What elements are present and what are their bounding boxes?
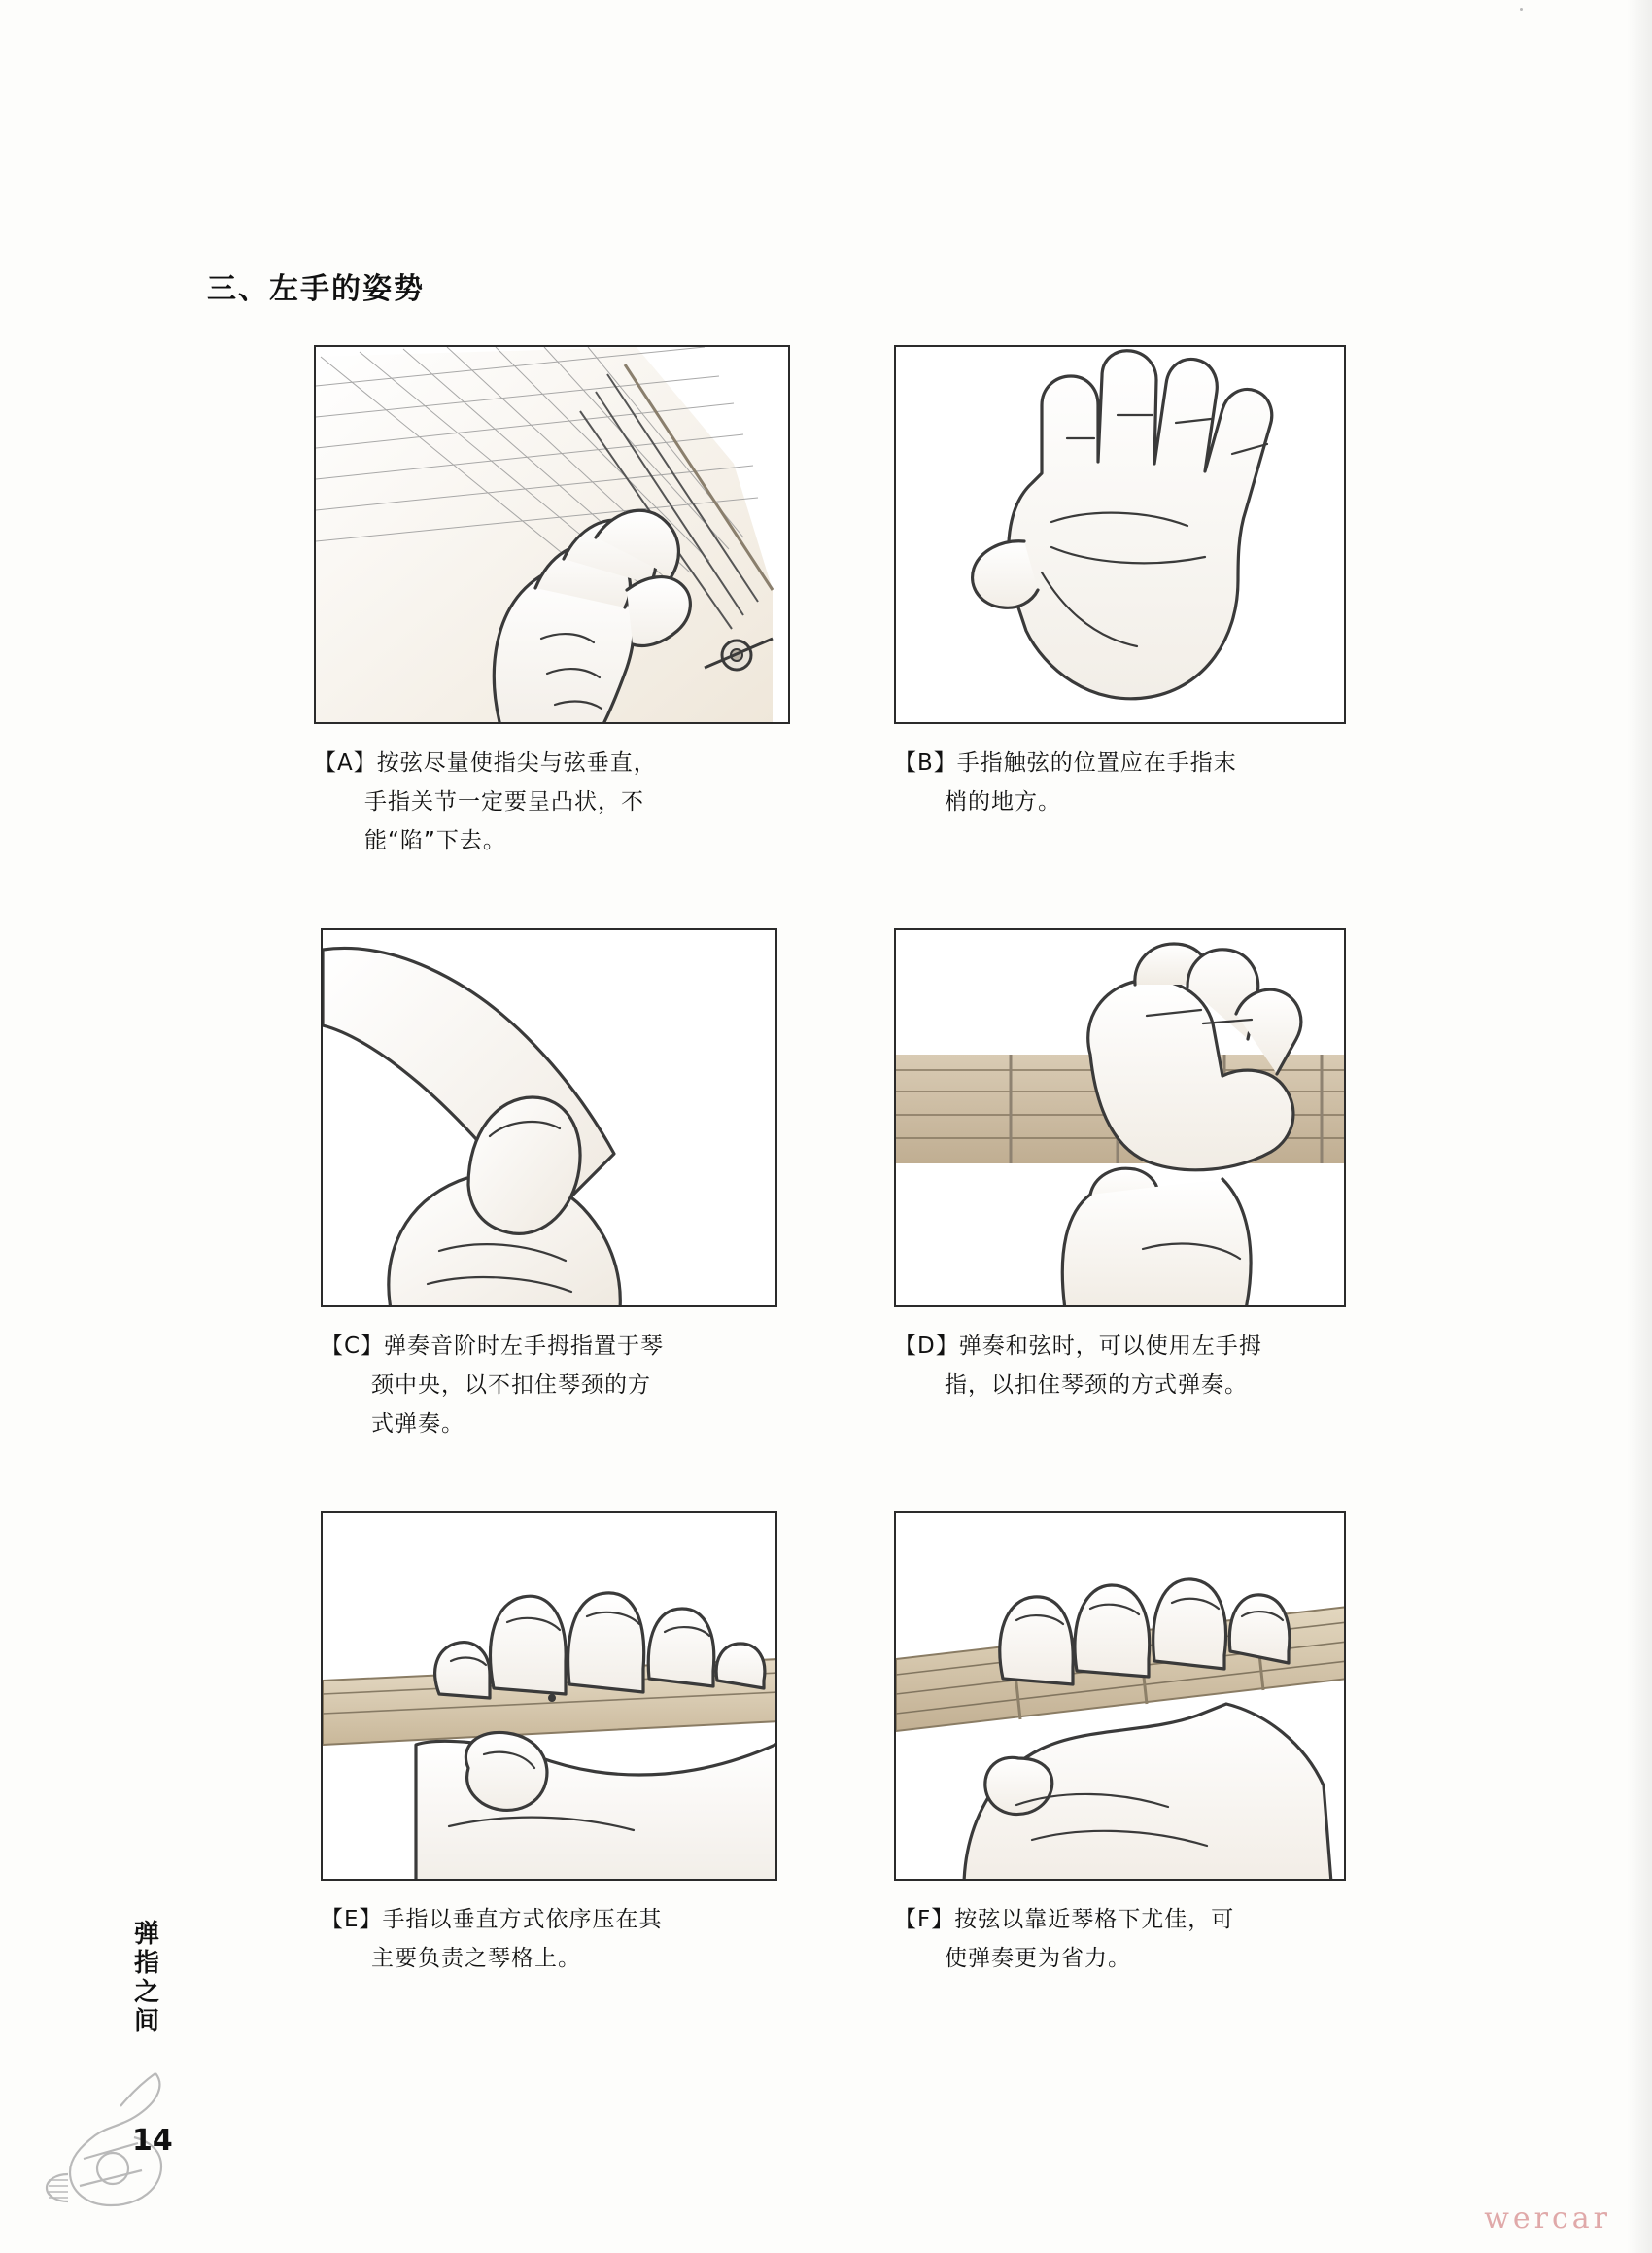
figure-E-caption-line-2: 主要负责之琴格上。 xyxy=(371,1946,581,1971)
figure-E-image xyxy=(321,1511,777,1881)
figure-A-caption-line-3: 能“陷”下去。 xyxy=(364,828,506,853)
figure-F-image xyxy=(894,1511,1346,1881)
figure-A xyxy=(314,345,790,853)
figure-C xyxy=(321,928,777,1437)
figure-C-caption xyxy=(321,1327,826,1443)
page-title: 三、左手的姿势 xyxy=(207,272,425,306)
figure-E xyxy=(321,1511,777,1971)
figure-D-caption-line-1: 【D】弹奏和弦时，可以使用左手拇 xyxy=(894,1334,1262,1359)
figure-A-image xyxy=(314,345,790,724)
figure-E-caption-line-1: 【E】手指以垂直方式依序压在其 xyxy=(321,1907,663,1932)
figure-B-caption-line-1: 【B】手指触弦的位置应在手指末 xyxy=(894,750,1237,776)
figure-D-caption xyxy=(894,1327,1409,1404)
figure-D-image xyxy=(894,928,1346,1307)
figure-B-caption-line-2: 梢的地方。 xyxy=(945,789,1061,815)
figure-E-caption xyxy=(321,1900,826,1978)
figure-D-caption-line-2: 指，以扣住琴颈的方式弹奏。 xyxy=(945,1372,1248,1398)
figure-C-image xyxy=(321,928,777,1307)
figure-F-caption-line-2: 使弹奏更为省力。 xyxy=(945,1946,1131,1971)
illustration-press-near-fret xyxy=(896,1513,1346,1881)
figure-A-caption-line-1: 【A】按弦尽量使指尖与弦垂直， xyxy=(314,750,657,776)
figure-A-caption-line-2: 手指关节一定要呈凸状，不 xyxy=(364,789,644,815)
figure-C-caption-line-2: 颈中央，以不扣住琴颈的方 xyxy=(371,1372,651,1398)
figure-C-caption-line-1: 【C】弹奏音阶时左手拇指置于琴 xyxy=(321,1334,665,1359)
figure-B-image xyxy=(894,345,1346,724)
figure-D xyxy=(894,928,1346,1398)
figure-C-caption-line-3: 式弹奏。 xyxy=(371,1411,465,1437)
watermark-text: wercar xyxy=(1484,2201,1611,2236)
figure-B xyxy=(894,345,1346,815)
illustration-fingers-vertical-frets xyxy=(323,1513,777,1881)
figure-F xyxy=(894,1511,1346,1971)
illustration-hand-pressing-strings xyxy=(316,347,790,724)
illustration-thumb-behind-neck xyxy=(323,930,777,1307)
illustration-open-palm xyxy=(896,347,1346,724)
figure-B-caption xyxy=(894,744,1399,821)
figure-A-caption xyxy=(314,744,819,860)
figure-F-caption-line-1: 【F】按弦以靠近琴格下尤佳，可 xyxy=(894,1907,1235,1932)
illustration-thumb-over-neck xyxy=(896,930,1346,1307)
page-number: 14 xyxy=(132,2124,173,2158)
spine-title: 弹指之间 xyxy=(133,1920,161,2036)
figure-F-caption xyxy=(894,1900,1399,1978)
